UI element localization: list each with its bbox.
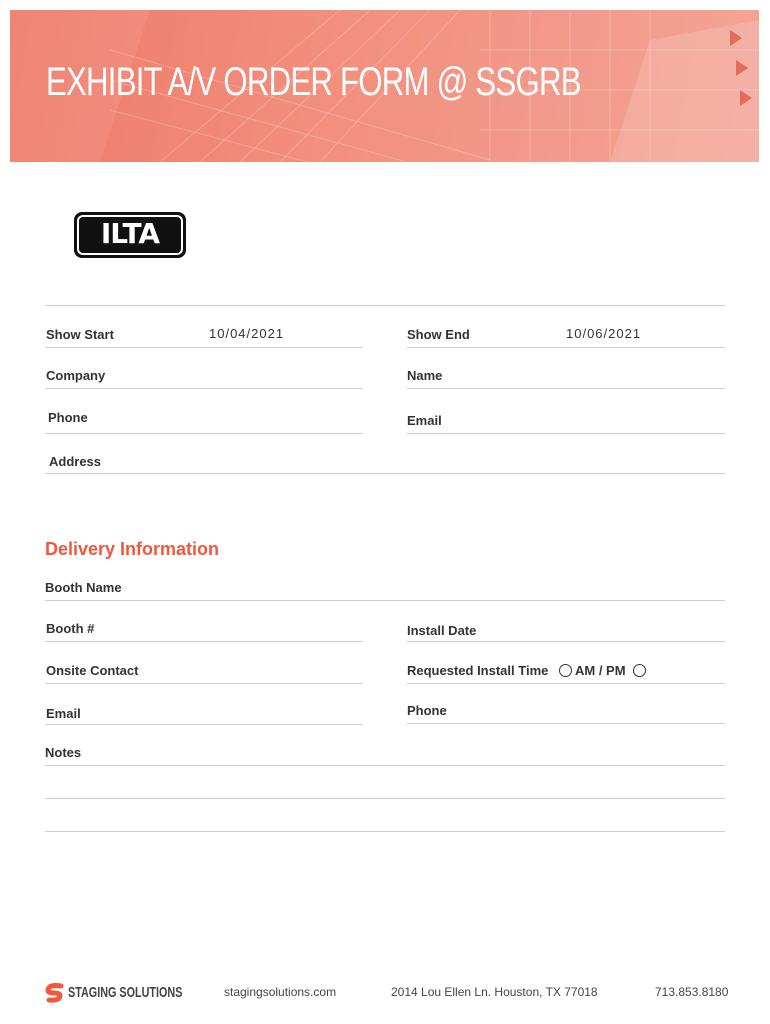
logo-text: ILTA: [100, 217, 160, 250]
booth-name-field[interactable]: [45, 600, 725, 601]
show-end-underline: [407, 347, 725, 348]
install-time-label: Requested Install Time: [407, 663, 549, 678]
name-label: Name: [407, 368, 443, 383]
name-field[interactable]: [407, 388, 725, 389]
notes-line[interactable]: [45, 798, 725, 799]
am-radio[interactable]: [559, 664, 572, 677]
onsite-contact-label: Onsite Contact: [46, 663, 139, 678]
footer-phone: 713.853.8180: [655, 985, 729, 999]
onsite-phone-label: Phone: [407, 703, 447, 718]
staging-solutions-logo-icon: [45, 983, 65, 1003]
booth-number-label: Booth #: [46, 621, 95, 636]
ilta-logo: [74, 212, 186, 258]
install-date-field[interactable]: [407, 641, 725, 642]
booth-name-label: Booth Name: [45, 580, 122, 595]
show-end-label: Show End: [407, 327, 470, 342]
show-start-underline: [45, 347, 363, 348]
footer-address: 2014 Lou Ellen Ln. Houston, TX 77018: [391, 985, 598, 999]
onsite-contact-field[interactable]: [45, 683, 363, 684]
address-field[interactable]: [45, 473, 725, 474]
delivery-section-title: Delivery Information: [45, 539, 220, 559]
email-field[interactable]: [407, 433, 725, 434]
onsite-email-field[interactable]: [45, 724, 363, 725]
address-label: Address: [49, 454, 102, 469]
pm-radio[interactable]: [633, 664, 646, 677]
show-end-field[interactable]: 10/06/2021: [566, 326, 642, 341]
footer-brand: STAGING SOLUTIONS: [68, 984, 183, 1001]
install-time-field[interactable]: [407, 683, 725, 684]
install-date-label: Install Date: [407, 623, 477, 638]
footer-website-link[interactable]: stagingsolutions.com: [224, 985, 337, 999]
company-field[interactable]: [45, 388, 363, 389]
page-title: EXHIBIT A/V ORDER FORM @ SSGRB: [46, 60, 581, 104]
onsite-phone-field[interactable]: [407, 723, 725, 724]
divider: [45, 305, 725, 306]
notes-line[interactable]: [45, 765, 725, 766]
phone-field[interactable]: [45, 433, 363, 434]
onsite-email-label: Email: [46, 706, 81, 721]
notes-label: Notes: [45, 745, 82, 760]
show-start-label: Show Start: [46, 327, 114, 342]
show-start-field[interactable]: 10/04/2021: [209, 326, 285, 341]
email-label: Email: [407, 413, 442, 428]
header-banner: [10, 10, 759, 162]
phone-label: Phone: [48, 410, 88, 425]
booth-number-field[interactable]: [45, 641, 363, 642]
am-pm-label: AM / PM: [575, 663, 626, 678]
notes-line[interactable]: [45, 831, 725, 832]
company-label: Company: [46, 368, 106, 383]
